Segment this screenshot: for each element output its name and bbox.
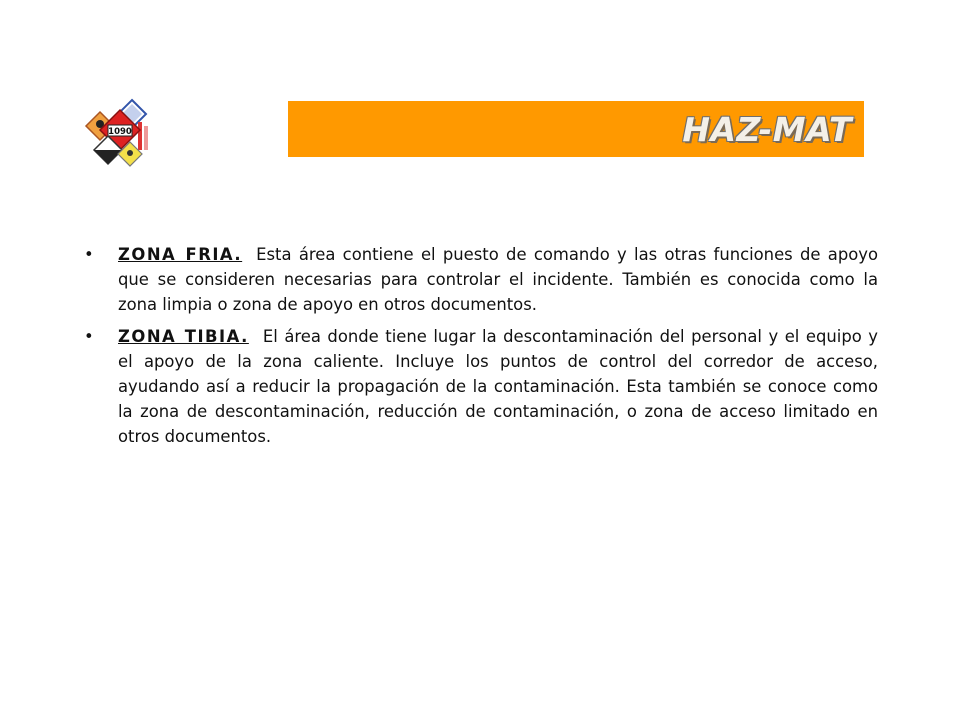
bullet-term: ZONA FRIA. <box>118 245 243 264</box>
banner-title: HAZ-MAT <box>682 109 852 149</box>
bullet-zona-fria <box>80 242 878 318</box>
bullet-dot-icon: • <box>84 245 94 264</box>
bullet-list <box>80 242 878 456</box>
bullet-zona-tibia <box>80 324 878 450</box>
bullet-text: Esta área contiene el puesto de comando y las otras funciones de apoyo que se consideren necesarias para controlar el incidente. También es conocida como la zona limpia o zona de apoyo en otros documentos. <box>118 245 878 315</box>
hazmat-placards-logo <box>84 96 156 172</box>
bullet-dot-icon: • <box>84 326 94 346</box>
placard-number: 1090 <box>108 127 132 137</box>
bullet-text: El área donde tiene lugar la descontaminación del personal y el equipo y el apoyo de la zona caliente. Incluye los puntos de control del corredor de acceso, ayudando así a reducir la propagación de la contaminación. Esta también se conoce como la zona de descontaminación, reducción de contaminación, o zona de acceso limitado en otros documentos. <box>118 326 879 447</box>
header-banner <box>288 101 864 157</box>
bullet-term: ZONA TIBIA. <box>118 326 249 346</box>
